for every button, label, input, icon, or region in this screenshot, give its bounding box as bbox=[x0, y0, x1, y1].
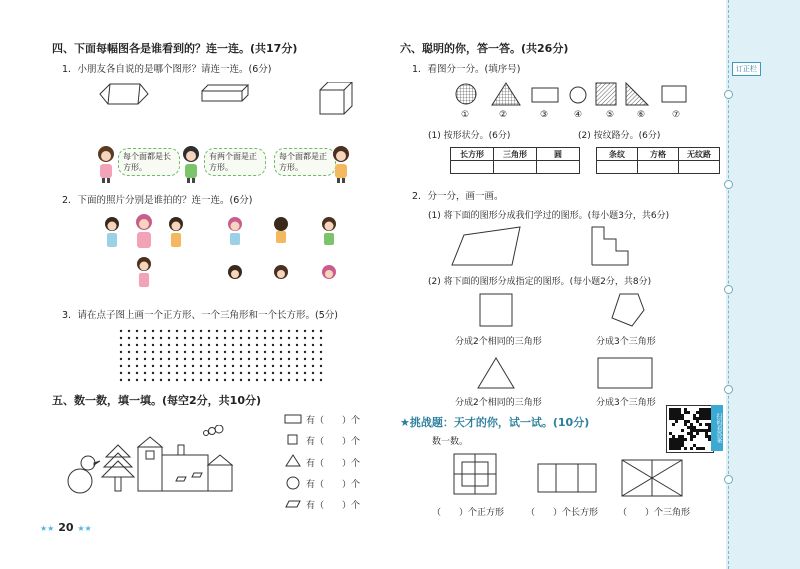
binding-hole bbox=[724, 285, 733, 294]
section-6-title: 六、聪明的你，答一答。(共26分) bbox=[400, 42, 569, 55]
binding-hole bbox=[724, 180, 733, 189]
section-5-title: 五、数一数，填一填。(每空2分，共10分) bbox=[52, 394, 262, 407]
striped-rectangle-icon bbox=[596, 83, 616, 105]
count-row[interactable]: 有（ ）个 bbox=[306, 459, 361, 469]
sub-question-divide: (1) 将下面的图形分成我们学过的图形。(每小题3分，共6分) bbox=[428, 211, 670, 221]
challenge-title: ★挑战题：天才的你，试一试。(10分) bbox=[400, 416, 590, 429]
square-icon bbox=[288, 435, 297, 444]
grid-triangle-icon bbox=[492, 83, 520, 105]
dot-grid[interactable] bbox=[118, 328, 328, 384]
sub-question-shape: (1) 按形状分。(6分) bbox=[428, 131, 511, 141]
plain-circle-icon bbox=[570, 87, 586, 103]
square-figure bbox=[478, 292, 514, 328]
parallelogram-icon bbox=[286, 501, 300, 507]
question-6-2: 2．分一分，画一画。 bbox=[412, 191, 504, 202]
pentagon-figure-small bbox=[608, 292, 646, 328]
correction-tag: 订正栏 bbox=[732, 62, 761, 76]
children-group-icon bbox=[100, 212, 190, 290]
division-label: 分成3个三角形 bbox=[596, 398, 656, 408]
pentagon-figure bbox=[450, 225, 530, 267]
tree-icon bbox=[102, 445, 134, 491]
staircase-figure bbox=[590, 225, 640, 267]
nested-squares-figure bbox=[452, 452, 498, 496]
page-number: ★★ 20 ★★ bbox=[40, 521, 92, 534]
count-row[interactable]: 有（ ）个 bbox=[306, 437, 361, 447]
answer-rectangles[interactable]: （ ）个长方形 bbox=[526, 508, 599, 518]
count-row[interactable]: 有（ ）个 bbox=[306, 501, 361, 511]
answer-triangles[interactable]: （ ）个三角形 bbox=[618, 508, 691, 518]
child-icon bbox=[95, 145, 117, 183]
shape-picture bbox=[66, 425, 241, 497]
grid-circle-icon bbox=[456, 84, 476, 104]
speech-bubble: 有两个面是正方形。 bbox=[204, 148, 266, 176]
cuboid-icon bbox=[202, 85, 248, 101]
triangular-prism-icon bbox=[100, 84, 148, 104]
question-4-1: 1．小朋友各自说的是哪个图形？请连一连。(6分) bbox=[62, 64, 272, 75]
qr-code-icon[interactable] bbox=[666, 405, 714, 453]
shape-classification-table[interactable]: 长方形 三角形 圆 bbox=[450, 147, 580, 174]
triangle-figure bbox=[476, 356, 516, 390]
plain-rectangle-icon bbox=[532, 88, 558, 102]
binding-hole bbox=[724, 475, 733, 484]
cube-icon bbox=[320, 82, 352, 114]
division-label: 分成2个相同的三角形 bbox=[455, 398, 542, 408]
pattern-classification-table[interactable]: 条纹 方格 无纹路 bbox=[596, 147, 720, 174]
qr-answer-tab[interactable]: 扫码看答案 bbox=[711, 405, 723, 451]
count-row[interactable]: 有（ ）个 bbox=[306, 416, 361, 426]
child-icon bbox=[180, 145, 202, 183]
question-6-1: 1．看图分一分。(填序号) bbox=[412, 64, 521, 75]
question-4-2: 2．下面的照片分别是谁拍的？连一连。(6分) bbox=[62, 195, 253, 206]
rectangle-icon bbox=[285, 415, 301, 423]
division-label: 分成2个相同的三角形 bbox=[455, 337, 542, 347]
speech-bubble: 每个面都是长方形。 bbox=[118, 148, 180, 176]
child-icon bbox=[330, 145, 352, 183]
sub-question-pattern: (2) 按纹路分。(6分) bbox=[578, 131, 661, 141]
snowman-icon bbox=[68, 456, 100, 493]
solid-shapes bbox=[98, 82, 358, 116]
correction-sidebar bbox=[726, 0, 800, 569]
split-rectangle-figure bbox=[536, 462, 598, 494]
triangle-icon bbox=[286, 455, 300, 466]
circle-icon bbox=[287, 477, 299, 489]
answer-squares[interactable]: （ ）个正方形 bbox=[432, 508, 505, 518]
count-instruction: 数一数。 bbox=[432, 437, 469, 447]
striped-triangle-icon bbox=[626, 83, 648, 105]
binding-hole bbox=[724, 385, 733, 394]
speech-bubble: 每个面都是正方形。 bbox=[274, 148, 336, 176]
question-4-3: 3．请在点子图上画一个正方形、一个三角形和一个长方形。(5分) bbox=[62, 310, 339, 321]
binding-hole bbox=[724, 90, 733, 99]
division-label: 分成3个三角形 bbox=[596, 337, 656, 347]
sub-question-specified: (2) 将下面的图形分成指定的图形。(每小题2分，共8分) bbox=[428, 277, 652, 287]
rectangle-figure bbox=[596, 356, 654, 390]
count-row[interactable]: 有（ ）个 bbox=[306, 480, 361, 490]
plain-rectangle-icon bbox=[662, 86, 686, 102]
count-shape-icons bbox=[284, 413, 304, 511]
shape-set bbox=[454, 82, 690, 110]
photo-views-icon bbox=[225, 212, 345, 290]
crossed-rectangle-figure bbox=[620, 458, 684, 498]
section-4-title: 四、下面每幅图各是谁看到的？连一连。(共17分) bbox=[52, 42, 298, 55]
house-icon bbox=[138, 437, 232, 491]
